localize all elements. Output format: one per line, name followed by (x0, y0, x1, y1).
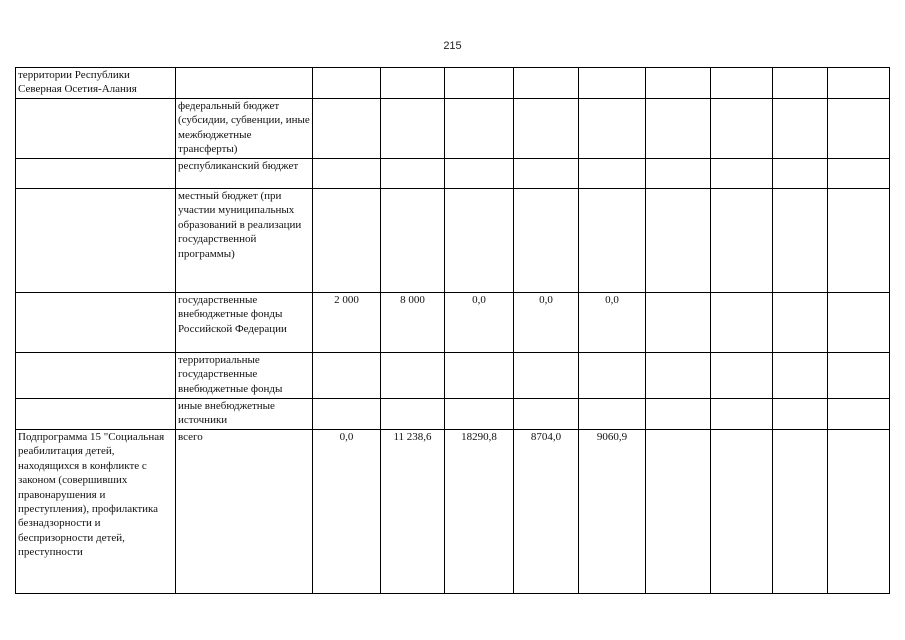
value-cell: 0,0 (514, 293, 579, 353)
value-cell (514, 159, 579, 189)
funding-source-cell: государственные внебюджетные фонды Российской Федерации (176, 293, 313, 353)
value-cell (828, 159, 890, 189)
value-cell (445, 159, 514, 189)
program-name-cell (16, 189, 176, 293)
program-name-cell: Подпрограмма 15 "Социальная реабилитация детей, находящихся в конфликте с законом (совершивших правонарушения и преступления), профилактика безнадзорности и беспризорности детей, преступности (16, 430, 176, 594)
value-cell (828, 189, 890, 293)
value-cell (381, 189, 445, 293)
value-cell (579, 189, 646, 293)
value-cell (711, 293, 773, 353)
value-cell (646, 353, 711, 399)
value-cell (711, 353, 773, 399)
value-cell: 8704,0 (514, 430, 579, 594)
table-row (16, 293, 890, 353)
value-cell (313, 189, 381, 293)
value-cell (445, 68, 514, 99)
table-row (16, 353, 890, 399)
budget-table (15, 67, 890, 594)
value-cell (646, 159, 711, 189)
value-cell (711, 430, 773, 594)
value-cell (514, 399, 579, 430)
value-cell (773, 68, 828, 99)
funding-source-cell: территориальные государственные внебюджетные фонды (176, 353, 313, 399)
table-row (16, 99, 890, 159)
value-cell: 8 000 (381, 293, 445, 353)
value-cell (313, 353, 381, 399)
value-cell (579, 68, 646, 99)
table-row (16, 68, 890, 99)
funding-source-cell (176, 68, 313, 99)
program-name-cell (16, 353, 176, 399)
funding-source-cell: федеральный бюджет (субсидии, субвенции, иные межбюджетные трансферты) (176, 99, 313, 159)
table-row (16, 430, 890, 594)
value-cell (445, 99, 514, 159)
value-cell (445, 399, 514, 430)
program-name-cell (16, 99, 176, 159)
program-name-cell: территории Республики Северная Осетия-Алания (16, 68, 176, 99)
value-cell: 0,0 (445, 293, 514, 353)
value-cell (711, 68, 773, 99)
value-cell (773, 293, 828, 353)
value-cell (711, 99, 773, 159)
program-name-cell (16, 159, 176, 189)
value-cell (773, 353, 828, 399)
value-cell (646, 430, 711, 594)
value-cell (773, 399, 828, 430)
funding-source-cell: республиканский бюджет (176, 159, 313, 189)
value-cell (828, 399, 890, 430)
value-cell (313, 399, 381, 430)
value-cell (646, 293, 711, 353)
value-cell (646, 189, 711, 293)
value-cell (711, 399, 773, 430)
value-cell (514, 189, 579, 293)
value-cell: 2 000 (313, 293, 381, 353)
value-cell (773, 159, 828, 189)
value-cell (313, 159, 381, 189)
value-cell (828, 68, 890, 99)
value-cell (381, 353, 445, 399)
value-cell (828, 430, 890, 594)
funding-source-cell: иные внебюджетные источники (176, 399, 313, 430)
value-cell: 0,0 (313, 430, 381, 594)
value-cell (579, 99, 646, 159)
value-cell (646, 99, 711, 159)
value-cell (381, 68, 445, 99)
value-cell (445, 189, 514, 293)
value-cell (381, 99, 445, 159)
funding-source-cell: местный бюджет (при участии муниципальных образований в реализации государственной программы) (176, 189, 313, 293)
table-row (16, 159, 890, 189)
value-cell (381, 399, 445, 430)
value-cell: 11 238,6 (381, 430, 445, 594)
value-cell (514, 353, 579, 399)
value-cell: 0,0 (579, 293, 646, 353)
value-cell (711, 189, 773, 293)
value-cell (773, 189, 828, 293)
value-cell (579, 399, 646, 430)
value-cell: 9060,9 (579, 430, 646, 594)
table-row (16, 189, 890, 293)
value-cell (313, 68, 381, 99)
program-name-cell (16, 399, 176, 430)
value-cell (381, 159, 445, 189)
value-cell (514, 99, 579, 159)
value-cell (828, 99, 890, 159)
value-cell (773, 430, 828, 594)
value-cell (828, 353, 890, 399)
value-cell (711, 159, 773, 189)
value-cell (445, 353, 514, 399)
page-number: 215 (443, 40, 462, 52)
value-cell (514, 68, 579, 99)
table-row (16, 399, 890, 430)
value-cell: 18290,8 (445, 430, 514, 594)
value-cell (646, 399, 711, 430)
value-cell (828, 293, 890, 353)
value-cell (773, 99, 828, 159)
value-cell (579, 159, 646, 189)
funding-source-cell: всего (176, 430, 313, 594)
value-cell (579, 353, 646, 399)
value-cell (313, 99, 381, 159)
program-name-cell (16, 293, 176, 353)
value-cell (646, 68, 711, 99)
